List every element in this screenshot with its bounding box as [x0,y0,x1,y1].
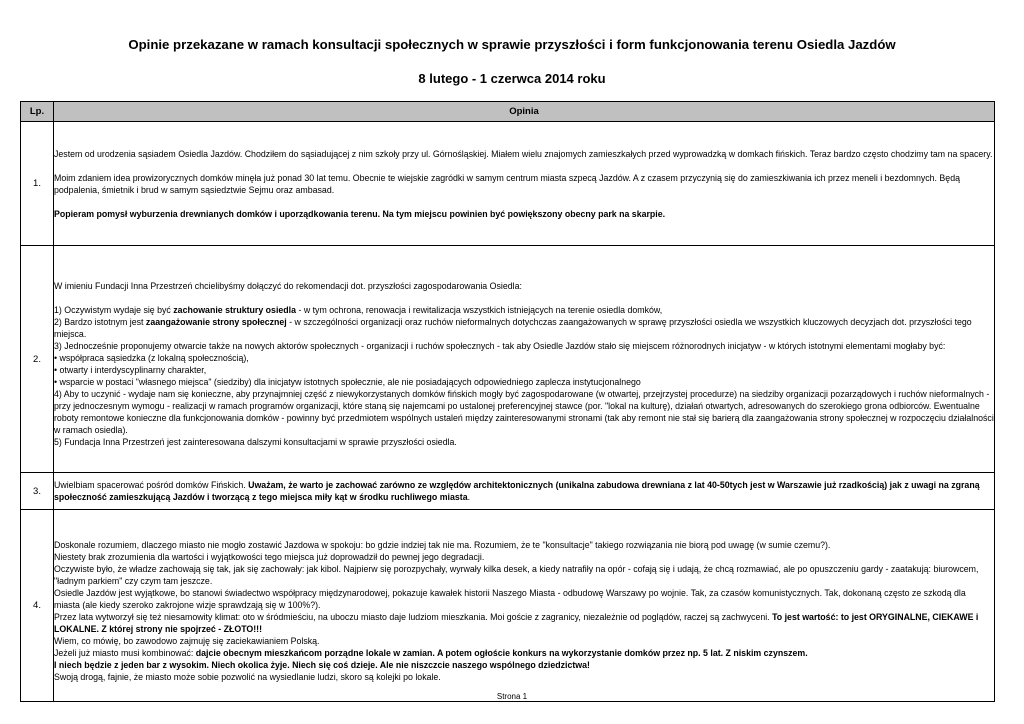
page-footer: Strona 1 [496,692,528,701]
row-number: 4. [21,510,54,702]
table-row [21,510,995,702]
opinion-line: Jeżeli już miasto musi kombinować: dajcie obecnym mieszkańcom porządne lokale w zamian. A potem ogłoście konkurs na wykorzystanie domków przez np. 5 lat. Z niskim czynszem. [54,647,808,658]
table-row [21,246,995,473]
opinion-intro: W imieniu Fundacji Inna Przestrzeń chcielibyśmy dołączyć do rekomendacji dot. przyszłości zagospodarowania Osiedla: [54,281,522,291]
opinions-table [20,101,995,702]
row-number: 2. [21,246,54,473]
opinion-bullet: • wsparcie w postaci "własnego miejsca" (siedziby) dla inicjatyw istotnych społecznie, ale nie posiadających odpowiedniego zaplecza instytucjonalnego [54,377,641,387]
opinion-line: Oczywiste było, że władze zachowają się tak, jak się zachowały: jak kibol. Najpierw się porozpychały, wyrwały kilka desek, a kiedy natrafiły na opór - cofają się i udają, że chcą rozmawiać, ale po opuszczeniu gardy - zaatakują: biurowcem, "ładnym parkiem" czy czym tam jeszcze. [54,563,979,586]
header-lp: Lp. [21,102,54,122]
page-title: Opinie przekazane w ramach konsultacji społecznych w sprawie przyszłości i form funkcjonowania terenu Osiedla Jazdów [128,37,896,52]
opinion-paragraph: Jestem od urodzenia sąsiadem Osiedla Jazdów. Chodziłem do sąsiadującej z nim szkoły przy ul. Górnośląskiej. Miałem wielu znajomych zamieszkałych przed wyprowadzką w domkach fińskich. Teraz bardzo często chodzimy tam na spacery. [54,148,993,159]
opinion-cell: Uwielbiam spacerować pośród domków Fińskich. Uważam, że warto je zachować zarówno ze względów architektonicznych (unikalna zabudowa drewniana z lat 40-50tych jest w Warszawie już rzadkością) jak z uwagi na zgraną społeczność zamieszkującą Jazdów i tworzącą z tego miejsca miły kąt w środku ruchliwego miasta. [54,473,995,510]
opinion-line: Swoją drogą, fajnie, że miasto może sobie pozwolić na wysiedlanie ludzi, skoro są kolejki po lokale. [54,671,441,682]
opinion-cell [54,122,995,246]
opinion-point-2: 2) Bardzo istotnym jest zaangażowanie strony społecznej - w szczególności organizacji oraz ruchów nieformalnych dotychczas zaangażowanych w sprawę przyszłości osiedla we wszystkich kluczowych decyzjach dot. przyszłości tego miejsca. [54,317,972,339]
opinion-line: Przez lata wytworzył się też niesamowity klimat: oto w śródmieściu, na uboczu miasto daje ludziom mieszkania. Moi goście z zagranicy, niezależnie od poglądów, raczej są zachwyceni. To jest wartość: to jest ORYGINALNE, CIEKAWE i LOKALNE. Z której strony nie spojrzeć - ZŁOTO!!! [54,611,979,634]
row-number: 1. [21,122,54,246]
opinion-line: I niech będzie z jeden bar z wysokim. Niech okolica żyje. Niech się coś dzieje. Ale nie niszczcie naszego wspólnego dziedzictwa! [54,659,590,670]
page-subtitle: 8 lutego - 1 czerwca 2014 roku [418,71,606,86]
opinion-line: Wiem, co mówię, bo zawodowo zajmuję się zaciekawianiem Polską. [54,635,320,646]
opinion-bullet: • współpraca sąsiedzka (z lokalną społecznością), [54,353,249,363]
opinion-point-3: 3) Jednocześnie proponujemy otwarcie także na nowych aktorów społecznych - organizacji i ruchów społecznych - tak aby Osiedle Jazdów stało się miejscem różnorodnych inicjatyw - w których istotnymi elementami mogłaby być: [54,341,946,351]
opinion-conclusion: Popieram pomysł wyburzenia drewnianych domków i uporządkowania terenu. Na tym miejscu powinien być powiększony obecny park na skarpie. [54,208,666,219]
opinion-point-4: 4) Aby to uczynić - wydaje nam się konieczne, aby przynajmniej część z niewykorzystanych domków fińskich mogły być zagospodarowane (w otwartej, przejrzystej procedurze) na siedziby organizacji pozarządowych i ruchów nieformalnych - przy jednoczesnym wymogu - realizacji w ramach programów organizacji, które staną się najemcami po ustalonej preferencyjnej stawce (por. "lokal na kulturę), działań otwartych, adresowanych do szerokiego grona odbiorców. Ewentualne roboty remontowe konieczne dla funkcjonowania domków - powinny być przedmiotem wspólnych ustaleń między zainteresowanymi stronami (tak aby remont nie stał się barierą dla zaangażowania strony społecznej w rozpoczęciu działalności w ramach osiedla). [54,389,994,435]
opinion-point-1: 1) Oczywistym wydaje się być zachowanie struktury osiedla - w tym ochrona, renowacja i rewitalizacja wszystkich istniejących na terenie osiedla domków, [54,305,663,315]
opinion-cell [54,510,995,702]
header-opinion: Opinia [54,102,995,122]
row-number: 3. [21,473,54,510]
opinion-bullet: • otwarty i interdyscyplinarny charakter, [54,365,207,375]
table-header-row [21,102,995,122]
opinion-line: Doskonale rozumiem, dlaczego miasto nie mogło zostawić Jazdowa w spokoju: bo gdzie indziej tak nie ma. Rozumiem, że te "konsultacje" takiego rozwiązania nie biorą pod uwagę (w sumie czemu?). [54,539,831,550]
opinion-line: Niestety brak zrozumienia dla wartości i wyjątkowości tego miejsca już doprowadził do pewnej jego degradacji. [54,551,485,562]
table-row [21,122,995,246]
opinion-point-5: 5) Fundacja Inna Przestrzeń jest zainteresowana dalszymi konsultacjami w sprawie przyszłości osiedla. [54,437,457,447]
table-row [21,473,995,510]
opinion-line: Osiedle Jazdów jest wyjątkowe, bo stanowi świadectwo współpracy międzynarodowej, pokazuje kawałek historii Naszego Miasta - odbudowę Warszawy po wojnie. Tak, za czasów komunistycznych. Tak, dokonaną często ze szkodą dla miasta (ale kiedy szeroko zakrojone wizje sprawdzają się w 100%?). [54,587,966,610]
opinion-paragraph: Moim zdaniem idea prowizorycznych domków minęła już ponad 30 lat temu. Obecnie te wiejskie zagródki w samym centrum miasta szpecą Jazdów. A z czasem przyczynią się do zamieszkiwania ich przez meneli i bezdomnych. Będą podpalenia, śmietnik i brud w samym sąsiedztwie Sejmu oraz ambasad. [54,172,960,195]
opinion-cell [54,246,995,473]
